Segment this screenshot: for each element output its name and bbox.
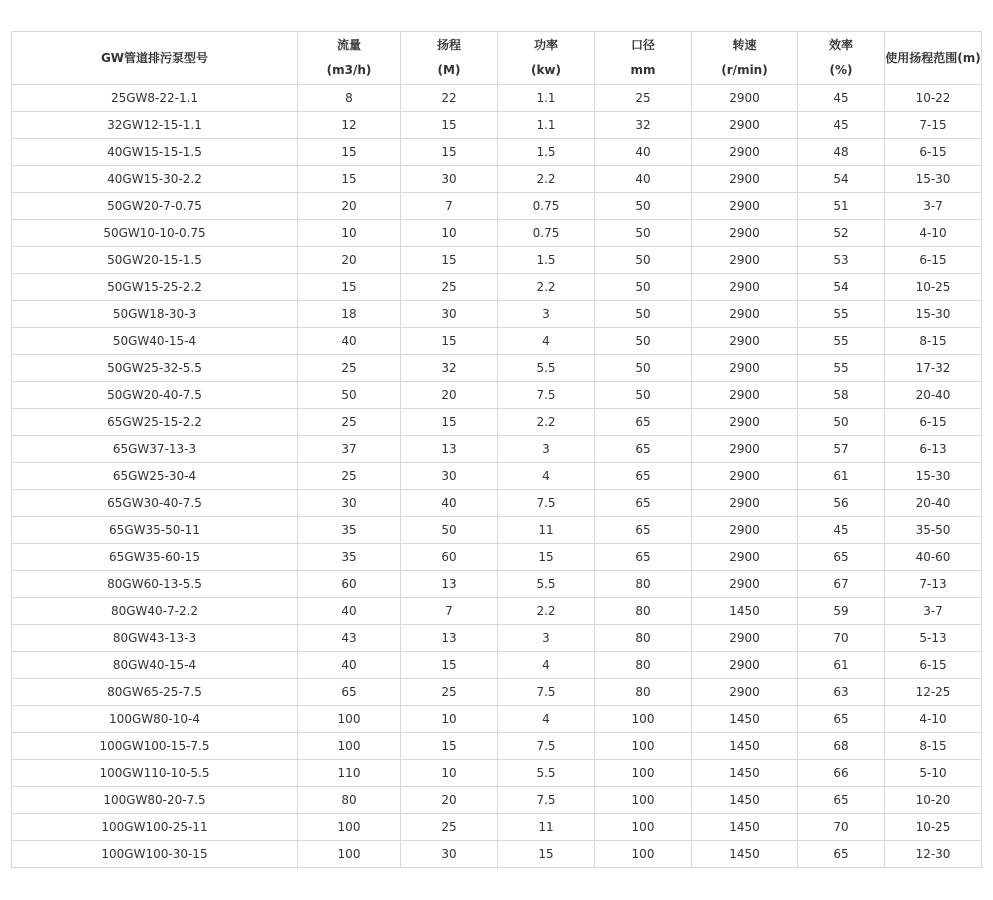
cell-head: 13 (401, 625, 498, 652)
cell-efficiency: 68 (798, 733, 885, 760)
cell-flow: 35 (298, 517, 401, 544)
cell-caliber: 65 (595, 544, 692, 571)
cell-flow: 100 (298, 841, 401, 868)
cell-speed: 2900 (692, 112, 798, 139)
cell-power: 3 (498, 436, 595, 463)
cell-caliber: 32 (595, 112, 692, 139)
cell-model: 50GW18-30-3 (12, 301, 298, 328)
cell-model: 65GW37-13-3 (12, 436, 298, 463)
cell-head: 25 (401, 679, 498, 706)
cell-head-range: 20-40 (885, 490, 982, 517)
cell-efficiency: 58 (798, 382, 885, 409)
cell-power: 0.75 (498, 193, 595, 220)
cell-caliber: 100 (595, 733, 692, 760)
cell-efficiency: 45 (798, 517, 885, 544)
cell-head-range: 6-13 (885, 436, 982, 463)
cell-model: 50GW40-15-4 (12, 328, 298, 355)
cell-caliber: 100 (595, 787, 692, 814)
cell-caliber: 80 (595, 652, 692, 679)
cell-power: 2.2 (498, 274, 595, 301)
cell-speed: 2900 (692, 436, 798, 463)
cell-power: 0.75 (498, 220, 595, 247)
cell-speed: 2900 (692, 247, 798, 274)
cell-caliber: 40 (595, 139, 692, 166)
header-label: 使用扬程范围(m) (885, 50, 981, 65)
cell-head-range: 4-10 (885, 220, 982, 247)
cell-head-range: 10-22 (885, 85, 982, 112)
cell-head: 30 (401, 301, 498, 328)
cell-head: 15 (401, 139, 498, 166)
cell-power: 7.5 (498, 490, 595, 517)
cell-model: 80GW60-13-5.5 (12, 571, 298, 598)
cell-head: 22 (401, 85, 498, 112)
cell-model: 65GW25-30-4 (12, 463, 298, 490)
table-row (12, 328, 982, 355)
table-row (12, 490, 982, 517)
cell-head: 30 (401, 463, 498, 490)
cell-caliber: 65 (595, 490, 692, 517)
table-row (12, 355, 982, 382)
cell-flow: 100 (298, 733, 401, 760)
cell-flow: 10 (298, 220, 401, 247)
cell-efficiency: 51 (798, 193, 885, 220)
header-speed (692, 32, 798, 85)
cell-head-range: 3-7 (885, 193, 982, 220)
cell-power: 4 (498, 328, 595, 355)
cell-efficiency: 55 (798, 301, 885, 328)
cell-speed: 2900 (692, 571, 798, 598)
table-row (12, 193, 982, 220)
cell-head-range: 7-13 (885, 571, 982, 598)
cell-speed: 2900 (692, 328, 798, 355)
cell-head-range: 6-15 (885, 652, 982, 679)
header-head-range (885, 32, 982, 85)
cell-efficiency: 66 (798, 760, 885, 787)
table-row (12, 760, 982, 787)
cell-caliber: 50 (595, 301, 692, 328)
cell-head: 7 (401, 598, 498, 625)
cell-head-range: 5-10 (885, 760, 982, 787)
header-unit: (M) (437, 63, 461, 77)
table-row (12, 85, 982, 112)
cell-model: 40GW15-30-2.2 (12, 166, 298, 193)
table-row (12, 220, 982, 247)
cell-efficiency: 65 (798, 544, 885, 571)
cell-head: 15 (401, 328, 498, 355)
cell-head-range: 35-50 (885, 517, 982, 544)
cell-power: 1.5 (498, 139, 595, 166)
cell-efficiency: 54 (798, 274, 885, 301)
header-power (498, 32, 595, 85)
cell-head-range: 8-15 (885, 328, 982, 355)
cell-head: 20 (401, 787, 498, 814)
cell-head-range: 15-30 (885, 463, 982, 490)
cell-head-range: 10-20 (885, 787, 982, 814)
cell-head-range: 10-25 (885, 274, 982, 301)
cell-head: 15 (401, 409, 498, 436)
cell-head: 7 (401, 193, 498, 220)
cell-head-range: 6-15 (885, 139, 982, 166)
cell-speed: 2900 (692, 490, 798, 517)
cell-flow: 15 (298, 139, 401, 166)
cell-power: 3 (498, 301, 595, 328)
cell-model: 50GW20-7-0.75 (12, 193, 298, 220)
cell-efficiency: 45 (798, 85, 885, 112)
header-label: 转速 (732, 38, 757, 52)
cell-caliber: 65 (595, 409, 692, 436)
cell-speed: 2900 (692, 517, 798, 544)
cell-power: 2.2 (498, 598, 595, 625)
table-row (12, 463, 982, 490)
cell-caliber: 65 (595, 517, 692, 544)
cell-caliber: 80 (595, 679, 692, 706)
cell-power: 5.5 (498, 355, 595, 382)
cell-power: 15 (498, 841, 595, 868)
cell-model: 50GW15-25-2.2 (12, 274, 298, 301)
cell-power: 5.5 (498, 760, 595, 787)
cell-power: 15 (498, 544, 595, 571)
cell-head: 30 (401, 841, 498, 868)
pump-spec-table (11, 31, 982, 868)
cell-head-range: 17-32 (885, 355, 982, 382)
cell-speed: 2900 (692, 301, 798, 328)
table-row (12, 625, 982, 652)
table-row (12, 814, 982, 841)
cell-model: 100GW110-10-5.5 (12, 760, 298, 787)
cell-head: 13 (401, 571, 498, 598)
header-unit: (r/min) (721, 63, 768, 77)
cell-head-range: 6-15 (885, 409, 982, 436)
cell-flow: 25 (298, 355, 401, 382)
cell-head-range: 10-25 (885, 814, 982, 841)
cell-head-range: 3-7 (885, 598, 982, 625)
table-body (12, 85, 982, 868)
cell-speed: 1450 (692, 760, 798, 787)
cell-efficiency: 50 (798, 409, 885, 436)
cell-power: 7.5 (498, 382, 595, 409)
cell-power: 5.5 (498, 571, 595, 598)
cell-speed: 2900 (692, 193, 798, 220)
cell-power: 4 (498, 706, 595, 733)
cell-efficiency: 61 (798, 463, 885, 490)
table-row (12, 517, 982, 544)
cell-head: 40 (401, 490, 498, 517)
header-efficiency (798, 32, 885, 85)
cell-model: 50GW10-10-0.75 (12, 220, 298, 247)
cell-head: 15 (401, 112, 498, 139)
header-label: GW管道排污泵型号 (100, 50, 209, 65)
cell-model: 32GW12-15-1.1 (12, 112, 298, 139)
cell-efficiency: 65 (798, 841, 885, 868)
cell-flow: 100 (298, 706, 401, 733)
cell-model: 65GW25-15-2.2 (12, 409, 298, 436)
cell-caliber: 50 (595, 382, 692, 409)
cell-caliber: 80 (595, 625, 692, 652)
cell-flow: 40 (298, 328, 401, 355)
header-caliber (595, 32, 692, 85)
cell-efficiency: 63 (798, 679, 885, 706)
cell-model: 100GW100-30-15 (12, 841, 298, 868)
cell-flow: 37 (298, 436, 401, 463)
cell-efficiency: 48 (798, 139, 885, 166)
cell-efficiency: 70 (798, 625, 885, 652)
cell-caliber: 100 (595, 814, 692, 841)
cell-power: 2.2 (498, 409, 595, 436)
cell-efficiency: 54 (798, 166, 885, 193)
cell-speed: 1450 (692, 733, 798, 760)
cell-efficiency: 55 (798, 355, 885, 382)
cell-efficiency: 52 (798, 220, 885, 247)
cell-efficiency: 59 (798, 598, 885, 625)
cell-power: 2.2 (498, 166, 595, 193)
cell-head-range: 7-15 (885, 112, 982, 139)
cell-model: 80GW65-25-7.5 (12, 679, 298, 706)
cell-speed: 2900 (692, 463, 798, 490)
header-flow (298, 32, 401, 85)
cell-power: 1.5 (498, 247, 595, 274)
header-label: 效率 (828, 38, 853, 52)
cell-speed: 2900 (692, 166, 798, 193)
cell-head: 25 (401, 274, 498, 301)
cell-flow: 15 (298, 166, 401, 193)
table-row (12, 841, 982, 868)
cell-efficiency: 56 (798, 490, 885, 517)
cell-caliber: 50 (595, 355, 692, 382)
cell-flow: 40 (298, 598, 401, 625)
cell-speed: 1450 (692, 706, 798, 733)
cell-efficiency: 67 (798, 571, 885, 598)
header-model (12, 32, 298, 85)
table-row (12, 571, 982, 598)
table-row (12, 436, 982, 463)
cell-caliber: 65 (595, 463, 692, 490)
cell-head-range: 15-30 (885, 301, 982, 328)
cell-head: 15 (401, 652, 498, 679)
cell-caliber: 50 (595, 274, 692, 301)
cell-model: 50GW25-32-5.5 (12, 355, 298, 382)
cell-flow: 35 (298, 544, 401, 571)
cell-head-range: 40-60 (885, 544, 982, 571)
cell-speed: 2900 (692, 652, 798, 679)
table-row (12, 598, 982, 625)
cell-head-range: 6-15 (885, 247, 982, 274)
cell-flow: 43 (298, 625, 401, 652)
cell-flow: 15 (298, 274, 401, 301)
cell-efficiency: 70 (798, 814, 885, 841)
cell-flow: 20 (298, 193, 401, 220)
cell-flow: 100 (298, 814, 401, 841)
cell-power: 11 (498, 517, 595, 544)
cell-head: 60 (401, 544, 498, 571)
cell-flow: 40 (298, 652, 401, 679)
cell-efficiency: 45 (798, 112, 885, 139)
table-row (12, 706, 982, 733)
cell-speed: 2900 (692, 382, 798, 409)
table-row (12, 544, 982, 571)
table-row (12, 733, 982, 760)
cell-head-range: 5-13 (885, 625, 982, 652)
cell-head: 25 (401, 814, 498, 841)
cell-caliber: 25 (595, 85, 692, 112)
cell-caliber: 50 (595, 193, 692, 220)
table-row (12, 274, 982, 301)
cell-caliber: 50 (595, 328, 692, 355)
header-head (401, 32, 498, 85)
cell-flow: 60 (298, 571, 401, 598)
cell-flow: 20 (298, 247, 401, 274)
cell-power: 7.5 (498, 787, 595, 814)
cell-speed: 2900 (692, 625, 798, 652)
cell-flow: 12 (298, 112, 401, 139)
header-unit: mm (630, 63, 656, 77)
cell-speed: 2900 (692, 220, 798, 247)
cell-power: 4 (498, 463, 595, 490)
cell-head-range: 8-15 (885, 733, 982, 760)
table-row (12, 139, 982, 166)
table-row (12, 382, 982, 409)
cell-flow: 65 (298, 679, 401, 706)
table-row (12, 301, 982, 328)
cell-flow: 25 (298, 409, 401, 436)
cell-flow: 30 (298, 490, 401, 517)
cell-speed: 1450 (692, 841, 798, 868)
cell-caliber: 40 (595, 166, 692, 193)
table-row (12, 112, 982, 139)
cell-head-range: 15-30 (885, 166, 982, 193)
cell-power: 7.5 (498, 733, 595, 760)
table-header (12, 32, 982, 85)
header-label: 流量 (336, 38, 361, 52)
cell-model: 50GW20-40-7.5 (12, 382, 298, 409)
cell-speed: 2900 (692, 139, 798, 166)
cell-efficiency: 65 (798, 706, 885, 733)
cell-model: 100GW80-20-7.5 (12, 787, 298, 814)
cell-caliber: 100 (595, 841, 692, 868)
cell-speed: 1450 (692, 814, 798, 841)
cell-speed: 2900 (692, 355, 798, 382)
cell-head-range: 4-10 (885, 706, 982, 733)
header-unit: (m3/h) (326, 63, 372, 77)
cell-head: 15 (401, 247, 498, 274)
cell-caliber: 50 (595, 220, 692, 247)
header-unit: (%) (829, 63, 853, 77)
cell-efficiency: 53 (798, 247, 885, 274)
cell-flow: 80 (298, 787, 401, 814)
cell-head: 50 (401, 517, 498, 544)
table-row (12, 787, 982, 814)
cell-head: 15 (401, 733, 498, 760)
cell-model: 65GW35-60-15 (12, 544, 298, 571)
cell-model: 100GW100-15-7.5 (12, 733, 298, 760)
header-unit: (kw) (530, 63, 562, 77)
cell-head-range: 12-30 (885, 841, 982, 868)
cell-power: 3 (498, 625, 595, 652)
cell-speed: 2900 (692, 274, 798, 301)
cell-caliber: 50 (595, 247, 692, 274)
cell-efficiency: 55 (798, 328, 885, 355)
cell-model: 40GW15-15-1.5 (12, 139, 298, 166)
cell-flow: 8 (298, 85, 401, 112)
cell-speed: 2900 (692, 544, 798, 571)
cell-efficiency: 57 (798, 436, 885, 463)
cell-power: 4 (498, 652, 595, 679)
cell-head-range: 12-25 (885, 679, 982, 706)
cell-speed: 1450 (692, 787, 798, 814)
cell-power: 11 (498, 814, 595, 841)
header-row (12, 32, 982, 85)
cell-power: 1.1 (498, 85, 595, 112)
cell-flow: 25 (298, 463, 401, 490)
cell-head: 10 (401, 220, 498, 247)
cell-head: 20 (401, 382, 498, 409)
cell-caliber: 80 (595, 571, 692, 598)
cell-efficiency: 65 (798, 787, 885, 814)
cell-head: 32 (401, 355, 498, 382)
cell-flow: 18 (298, 301, 401, 328)
cell-head: 13 (401, 436, 498, 463)
table-row (12, 652, 982, 679)
table-row (12, 166, 982, 193)
cell-caliber: 100 (595, 760, 692, 787)
cell-head-range: 20-40 (885, 382, 982, 409)
header-label: 功率 (533, 38, 558, 52)
cell-speed: 2900 (692, 679, 798, 706)
cell-speed: 2900 (692, 85, 798, 112)
cell-efficiency: 61 (798, 652, 885, 679)
cell-model: 80GW40-15-4 (12, 652, 298, 679)
cell-model: 80GW43-13-3 (12, 625, 298, 652)
cell-head: 30 (401, 166, 498, 193)
cell-model: 80GW40-7-2.2 (12, 598, 298, 625)
cell-caliber: 65 (595, 436, 692, 463)
header-label: 口径 (630, 38, 655, 52)
cell-caliber: 100 (595, 706, 692, 733)
cell-power: 1.1 (498, 112, 595, 139)
cell-head: 10 (401, 760, 498, 787)
cell-model: 100GW80-10-4 (12, 706, 298, 733)
cell-speed: 2900 (692, 409, 798, 436)
cell-speed: 1450 (692, 598, 798, 625)
cell-flow: 110 (298, 760, 401, 787)
cell-flow: 50 (298, 382, 401, 409)
cell-model: 65GW35-50-11 (12, 517, 298, 544)
header-label: 扬程 (436, 38, 461, 52)
cell-model: 65GW30-40-7.5 (12, 490, 298, 517)
table-row (12, 409, 982, 436)
table-row (12, 247, 982, 274)
cell-model: 100GW100-25-11 (12, 814, 298, 841)
cell-head: 10 (401, 706, 498, 733)
cell-caliber: 80 (595, 598, 692, 625)
table-row (12, 679, 982, 706)
cell-model: 50GW20-15-1.5 (12, 247, 298, 274)
cell-power: 7.5 (498, 679, 595, 706)
cell-model: 25GW8-22-1.1 (12, 85, 298, 112)
